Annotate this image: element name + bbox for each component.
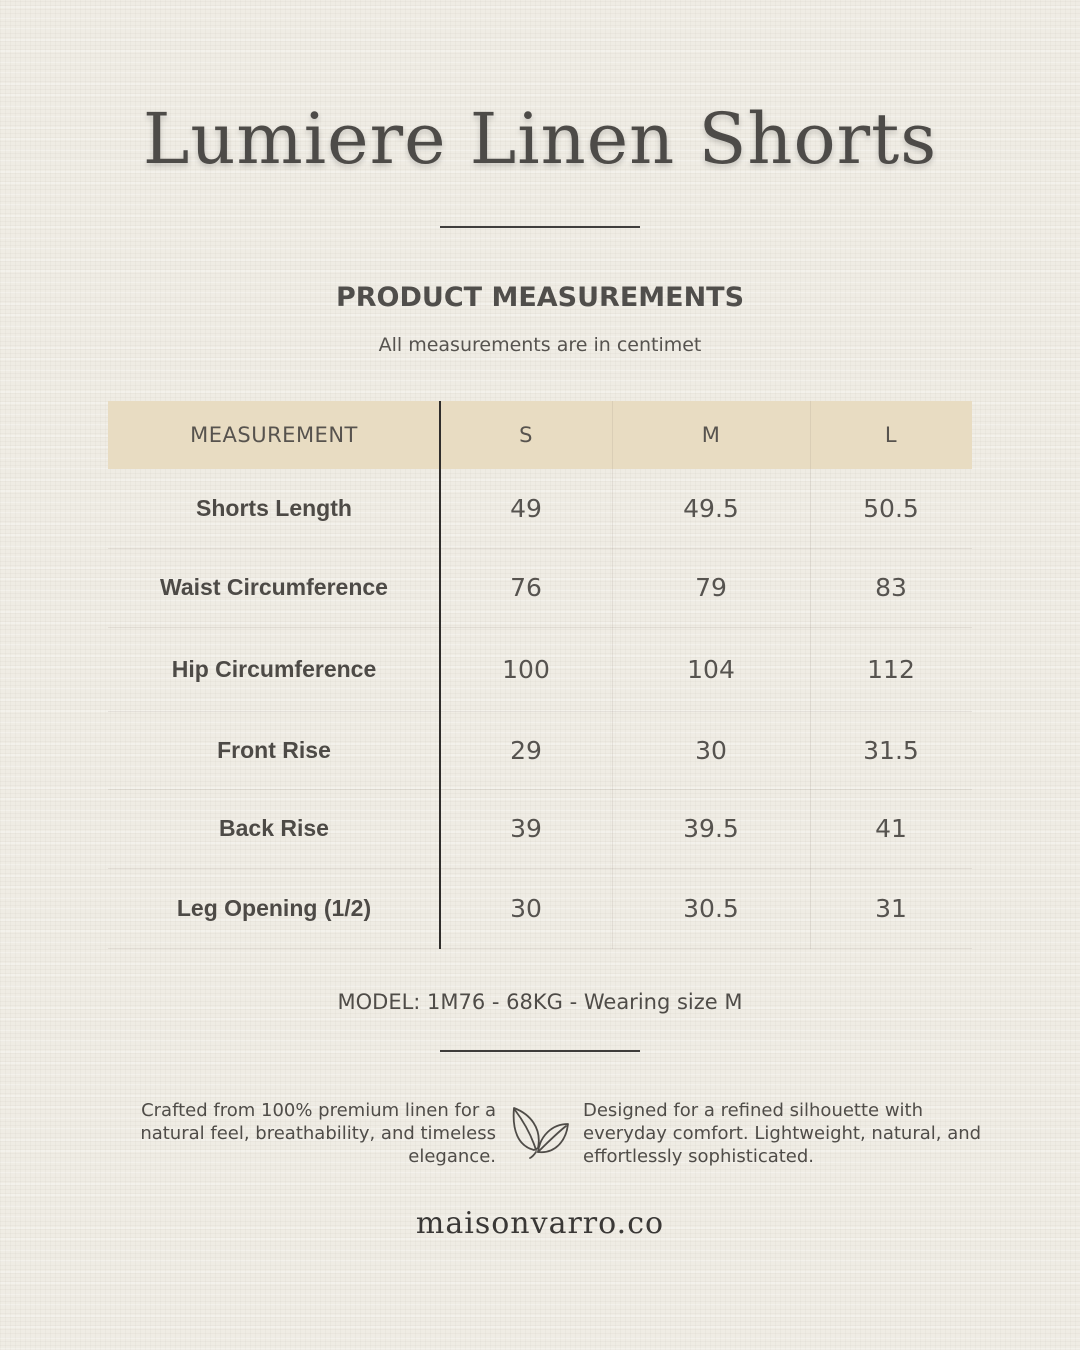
- row-label-back-rise: Back Rise: [219, 815, 329, 841]
- table-cell: 30.5: [683, 893, 739, 923]
- table-cell: 83: [875, 573, 907, 602]
- table-cell: 79: [695, 573, 727, 602]
- header-size-l: L: [884, 423, 898, 447]
- header-size-s: S: [519, 423, 533, 447]
- table-cell: 112: [867, 654, 915, 684]
- table-cell: 30: [695, 735, 727, 765]
- table-cell: 31: [875, 893, 907, 923]
- table-cell: 41: [875, 814, 907, 843]
- fit-description: Designed for a refined silhouette with everyday comfort. Lightweight, natural, and effortlessly sophisticated.: [583, 1100, 982, 1167]
- leaf-icon: [508, 1100, 572, 1160]
- row-divider: [108, 948, 972, 949]
- row-label-front-rise: Front Rise: [217, 736, 331, 763]
- row-label-waist-circumference: Waist Circumference: [160, 574, 388, 600]
- table-cell: 50.5: [863, 494, 919, 523]
- table-header: [108, 401, 972, 469]
- table-cell: 31.5: [863, 735, 919, 765]
- title-divider: [440, 226, 640, 228]
- row-label-hip-circumference: Hip Circumference: [171, 655, 377, 682]
- table-cell: 29: [510, 735, 542, 765]
- row-label-leg-opening: Leg Opening (1/2): [176, 894, 372, 921]
- units-note: All measurements are in centimet: [378, 334, 702, 356]
- measurements-table: [108, 401, 972, 949]
- model-divider: [440, 1050, 640, 1052]
- table-cell: 39.5: [683, 814, 739, 843]
- table-cell: 39: [510, 814, 542, 843]
- fabric-description: Crafted from 100% premium linen for a natural feel, breathability, and timeless elegance.: [140, 1100, 496, 1167]
- model-info: MODEL: 1M76 - 68KG - Wearing size M: [337, 990, 743, 1014]
- page-title: Lumiere Linen Shorts: [142, 98, 938, 180]
- section-heading: PRODUCT MEASUREMENTS: [335, 282, 745, 313]
- header-measurement: MEASUREMENT: [190, 423, 358, 447]
- table-cell: 49: [510, 494, 542, 523]
- website-link[interactable]: maisonvarro.co: [415, 1206, 665, 1241]
- header-size-m: M: [701, 423, 721, 447]
- table-cell: 30: [510, 893, 542, 923]
- table-cell: 49.5: [683, 494, 739, 523]
- row-label-shorts-length: Shorts Length: [196, 495, 352, 521]
- table-cell: 104: [687, 654, 735, 684]
- table-cell: 100: [502, 654, 550, 684]
- table-cell: 76: [510, 573, 542, 602]
